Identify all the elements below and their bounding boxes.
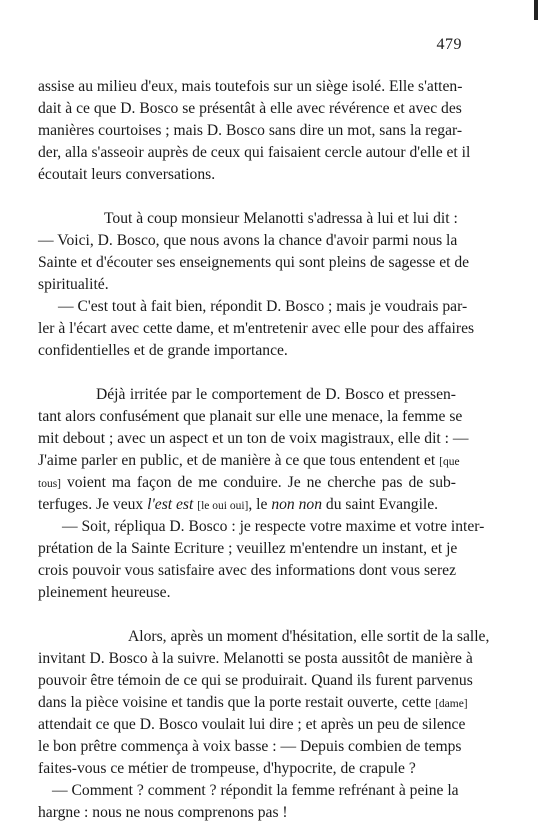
editorial-insertion: [que (439, 456, 460, 468)
text-line: hargne : nous ne nous comprenons pas ! (38, 804, 288, 821)
text-line: mit debout ; avec un aspect et un ton de voix magistraux, elle dit : — (38, 430, 469, 447)
text-line: pleinement heureuse. (38, 584, 171, 601)
editorial-insertion: tous] (38, 478, 61, 490)
text-line: tant alors confusément que planait sur elle une menace, la femme se (38, 408, 463, 425)
text-line: le bon prêtre commença à voix basse : — Depuis combien de temps (38, 738, 462, 755)
text-line (38, 472, 456, 495)
text-line: dait à ce que D. Bosco se présentât à elle avec révérence et avec des (38, 100, 462, 117)
text-line: der, alla s'asseoir auprès de ceux qui faisaient cercle autour d'elle et il (38, 144, 471, 161)
text-line: écoutait leurs conversations. (38, 166, 216, 183)
text-segment: voient ma façon de me conduire. Je ne cherche pas de sub- (61, 474, 456, 491)
text-line: prétation de la Sainte Ecriture ; veuillez m'entendre un instant, et je (38, 540, 458, 557)
text-line: crois pouvoir vous satisfaire avec des informations dont vous serez (38, 562, 456, 579)
text-segment: terfuges. Je veux (38, 496, 148, 513)
text-line (38, 494, 456, 517)
text-line: — Soit, répliqua D. Bosco : je respecte votre maxime et votre inter- (62, 518, 485, 535)
page-number: 479 (436, 36, 462, 53)
text-line: pouvoir être témoin de ce qui se produirait. Quand ils furent parvenus (38, 672, 473, 689)
text-line (38, 450, 460, 473)
page-edge-mark (534, 0, 538, 20)
text-line: — Voici, D. Bosco, que nous avons la chance d'avoir parmi nous la (38, 232, 458, 249)
text-line: confidentielles et de grande importance. (38, 342, 288, 359)
text-segment: dans la pièce voisine et tandis que la porte restait ouverte, cette (38, 694, 436, 711)
text-line: — C'est tout à fait bien, répondit D. Bosco ; mais je voudrais par- (58, 298, 468, 315)
text-segment: , le (248, 496, 272, 513)
text-segment: du saint Evangile. (322, 496, 439, 513)
text-line: — Comment ? comment ? répondit la femme refrénant à peine la (52, 782, 459, 799)
italic-phrase: l'est est (147, 496, 194, 513)
text-line: assise au milieu d'eux, mais toutefois sur un siège isolé. Elle s'atten- (38, 78, 463, 95)
text-line: attendait ce que D. Bosco voulait lui dire ; et après un peu de silence (38, 716, 466, 733)
editorial-insertion: [le oui oui] (197, 500, 249, 512)
editorial-insertion: [dame] (435, 698, 468, 710)
text-line: manières courtoises ; mais D. Bosco sans dire un mot, sans la regar- (38, 122, 463, 139)
text-line (38, 692, 468, 715)
text-line: spiritualité. (38, 276, 109, 293)
text-line: Déjà irritée par le comportement de D. Bosco et pressen- (96, 386, 456, 403)
italic-phrase: non non (271, 496, 322, 513)
text-line: ler à l'écart avec cette dame, et m'entretenir avec elle pour des affaires (38, 320, 475, 337)
text-line: Sainte et d'écouter ses enseignements qui sont pleins de sagesse et de (38, 254, 470, 271)
text-line: invitant D. Bosco à la suivre. Melanotti se posta aussitôt de manière à (38, 650, 473, 667)
text-line: Tout à coup monsieur Melanotti s'adressa à lui et lui dit : (104, 210, 458, 227)
text-line: Alors, après un moment d'hésitation, elle sortit de la salle, (128, 628, 490, 645)
text-segment: J'aime parler en public, et de manière à ce que tous entendent et (38, 452, 440, 469)
text-line: faites-vous ce métier de trompeuse, d'hypocrite, de crapule ? (38, 760, 416, 777)
